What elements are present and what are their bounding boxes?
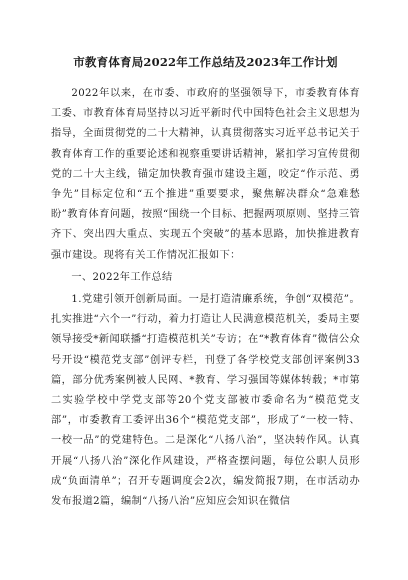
document-title: 市教育体育局2022年工作总结及2023年工作计划 (73, 55, 338, 69)
intro-paragraph: 2022年以来，在市委、市政府的坚强领导下，市委教育体育工委、市教育体育局坚持以习近平新时代中国特色社会主义思想为指导，全面贯彻党的二十大精神，认真贯彻落实习近平总书记关于教育体育工作的重要论述和视察重要讲话精神，紧扣学习宣传贯彻党的二十大主线，锚定加快教育强市建设主题，咬定“作示范、勇争先”目标定位和“五个推进”重要要求，聚焦解决群众“急难愁盼”教育体育问题，按照“围绕一个目标、把握两项原则、坚持三管齐下、突出四大重点、实现五个突破”的基本思路，加快推进教育强市建设。现将有关工作情况汇报如下： (51, 88, 360, 261)
section-heading: 一、2022年工作总结 (71, 271, 173, 283)
section-paragraph: 1.党建引领开创新局面。一是打造清廉系统，争创“双模范”。扎实推进“六个一”行动，着力打造让人民满意模范机关，委局主要领导接受*新闻联播“打造模范机关”专访；在“*教育体育”微信公众号开设“模范党支部”创评专栏，刊登了各学校党支部创评案例33篇，部分优秀案例被人民网、*教育、学习强国等媒体转载；*市第二实验学校中学党支部等20个党支部被市委命名为“模范党支部”，市委教育工委评出36个“模范党支部”，形成了“一校一特、一校一品”的党建特色。二是深化“八扬八治”，坚决转作风。认真开展“八扬八治”深化作风建设，严格查摆问题，每位公职人员形成“负面清单”；召开专题调度会2次，编发简报7期，在市活动办发布报道2篇，编制“八扬八治”应知应会知识在微信 (51, 294, 360, 508)
